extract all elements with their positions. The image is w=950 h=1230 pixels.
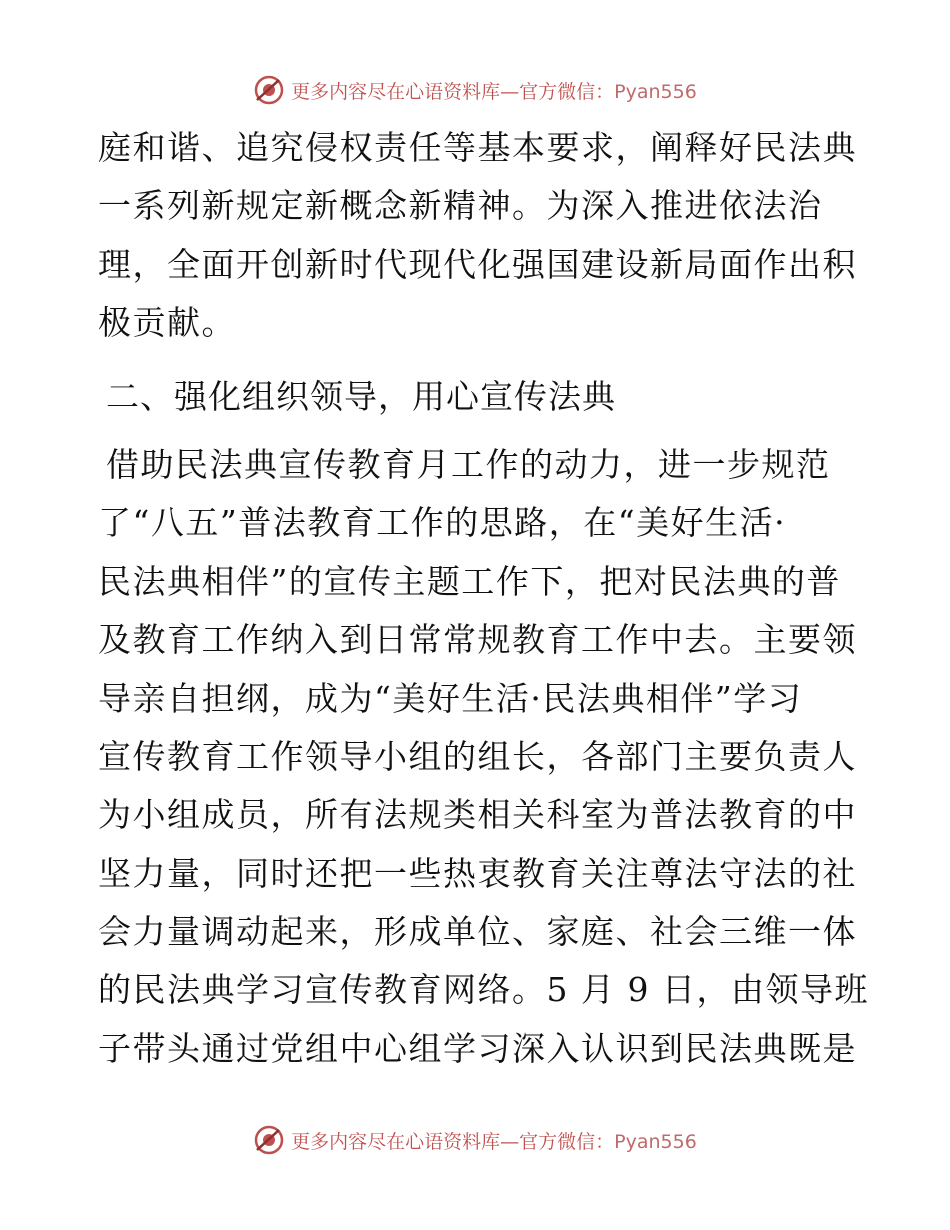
- text-line: 坚力量，同时还把一些热衷教育关注尊法守法的社: [98, 853, 857, 893]
- text-line: 了“八五”普法教育工作的思路，在“美好生活·: [98, 503, 787, 543]
- text-line: 为小组成员，所有法规类相关科室为普法教育的中: [98, 795, 857, 835]
- text-line: 庭和谐、追究侵权责任等基本要求，阐释好民法典: [98, 128, 857, 167]
- brand-logo-icon: [253, 74, 285, 106]
- text-line: 子带头通过党组中心组学习深入认识到民法典既是: [98, 1028, 857, 1068]
- watermark-text: 更多内容尽在心语资料库—官方微信：Pyan556: [291, 1130, 697, 1153]
- document-body: [98, 119, 869, 1078]
- text-line: 宣传教育工作领导小组的组长，各部门主要负责人: [98, 736, 857, 776]
- watermark-wechat-id: Pyan556: [614, 80, 697, 103]
- header-watermark: [0, 70, 950, 110]
- text-line: 导亲自担纲，成为“美好生活·民法典相伴”学习: [98, 678, 803, 718]
- brand-logo-icon: [253, 1124, 285, 1156]
- text-line: 及教育工作纳入到日常常规教育工作中去。主要领: [98, 620, 857, 660]
- footer-watermark: [0, 1120, 950, 1160]
- text-line: 理，全面开创新时代现代化强国建设新局面作出积: [98, 244, 857, 284]
- text-line: 极贡献。: [98, 303, 236, 343]
- paragraph-organization: [98, 436, 869, 1078]
- watermark-wechat-id: Pyan556: [614, 1130, 697, 1153]
- text-line: 会力量调动起来，形成单位、家庭、社会三维一体: [98, 912, 857, 952]
- paragraph-continuation: [98, 119, 857, 353]
- text-line: 的民法典学习宣传教育网络。5 月 9 日，由领导班: [98, 970, 869, 1010]
- text-line: 一系列新规定新概念新精神。为深入推进依法治: [98, 186, 823, 226]
- watermark-text: 更多内容尽在心语资料库—官方微信：Pyan556: [291, 80, 697, 103]
- section-heading: 二、强化组织领导，用心宣传法典: [106, 376, 616, 416]
- text-line: 民法典相伴”的宣传主题工作下，把对民法典的普: [98, 561, 841, 601]
- text-line: 借助民法典宣传教育月工作的动力，进一步规范: [106, 444, 831, 484]
